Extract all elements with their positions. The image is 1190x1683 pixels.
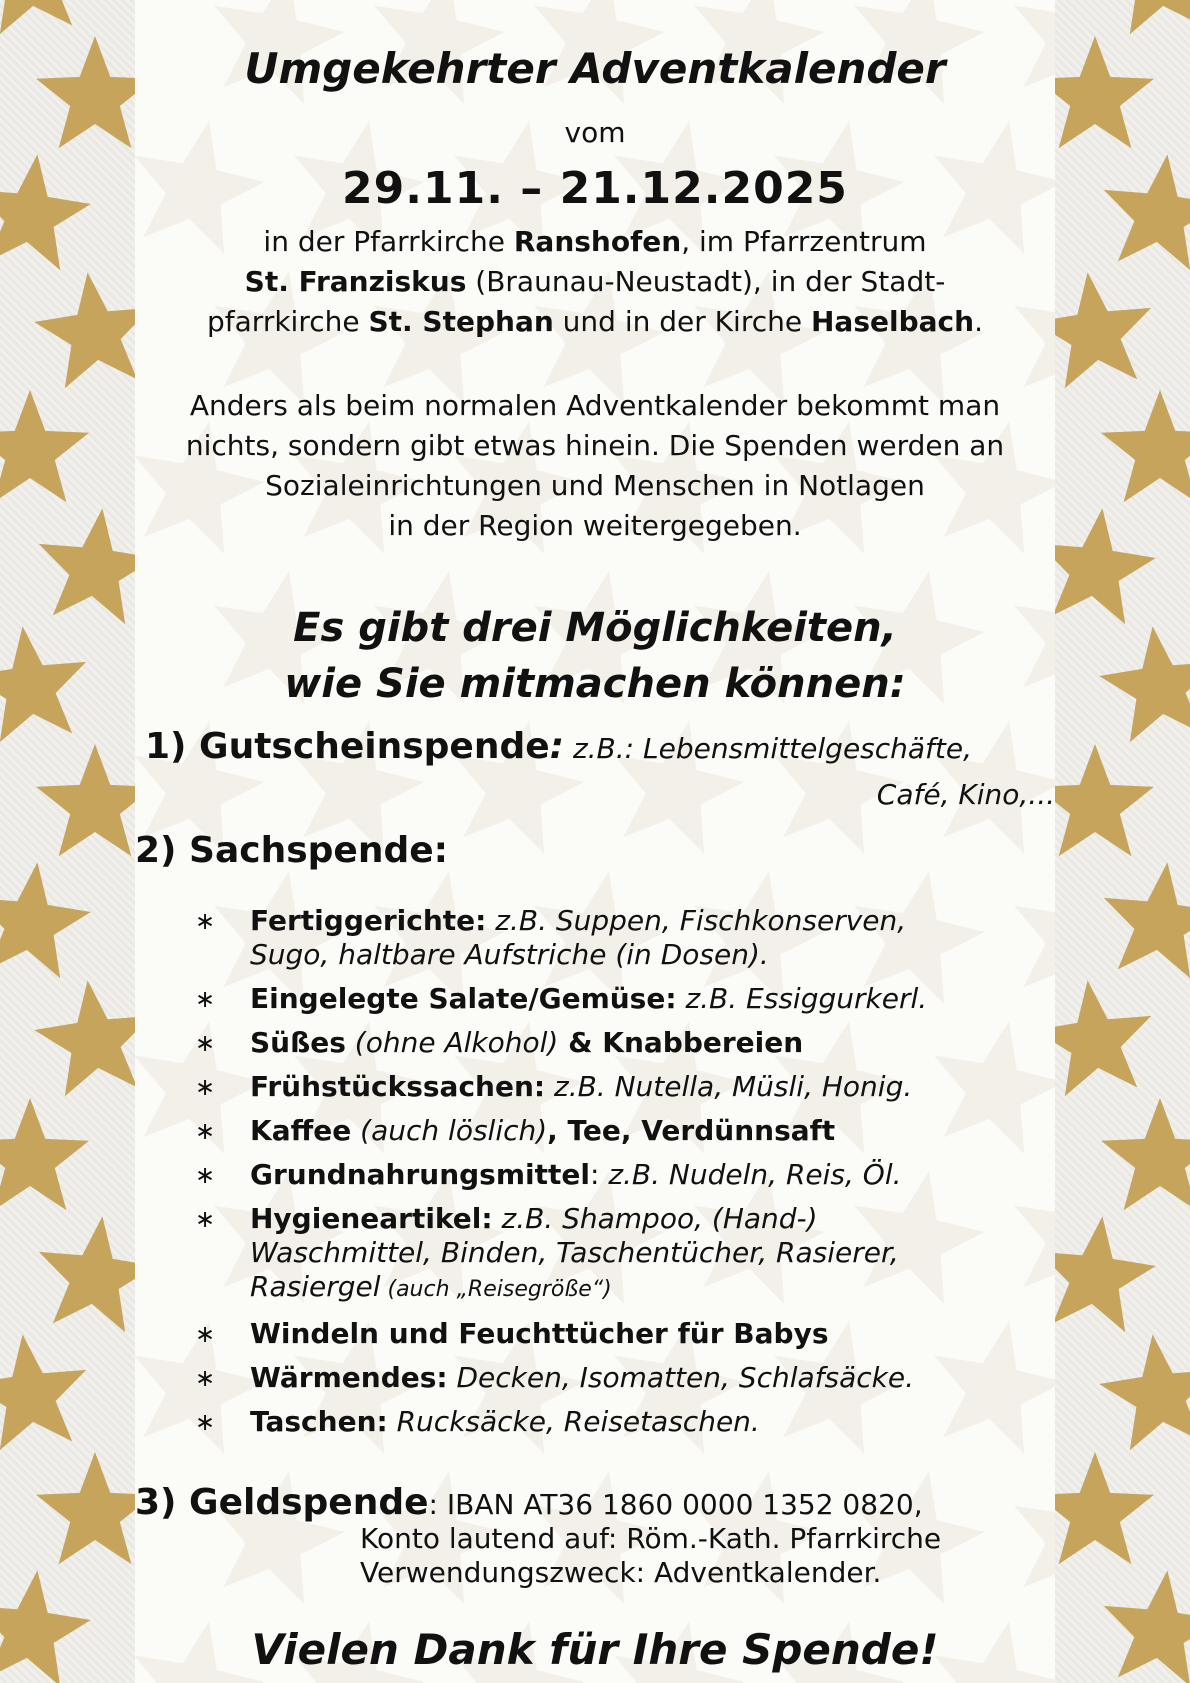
star-icon xyxy=(1104,154,1190,270)
list-item: ∗ Süßes (ohne Alkohol) & Knabbereien xyxy=(195,1026,804,1059)
star-icon xyxy=(39,508,135,624)
asterisk-bullet-icon: ∗ xyxy=(195,1117,216,1145)
asterisk-bullet-icon: ∗ xyxy=(195,1161,216,1189)
star-icon xyxy=(0,154,91,270)
star-icon xyxy=(0,390,89,502)
option-goods-label: 2) Sachspende: xyxy=(135,830,449,871)
option-voucher: 1) Gutscheinspende: z.B.: Lebensmittelgeschäfte, xyxy=(145,726,973,767)
option-money-label: 3) Geldspende xyxy=(135,1482,429,1523)
star-icon xyxy=(36,36,135,148)
asterisk-bullet-icon: ∗ xyxy=(195,1029,216,1057)
right-star-border xyxy=(1055,0,1190,1683)
list-item: ∗ Wärmendes: Decken, Isomatten, Schlafsäcke. xyxy=(195,1361,914,1394)
asterisk-bullet-icon: ∗ xyxy=(195,985,216,1013)
list-item: ∗ Eingelegte Salate/Gemüse: z.B. Essiggurkerl. xyxy=(195,982,928,1015)
star-icon xyxy=(1055,1216,1156,1332)
option-voucher-examples: z.B.: Lebensmittelgeschäfte, xyxy=(564,732,973,765)
star-icon xyxy=(0,626,86,742)
background-star-icon xyxy=(1014,1471,1055,1603)
list-item: ∗ Hygieneartikel: z.B. Shampoo, (Hand-) Waschmittel, Binden, Taschentücher, Rasierer, Rasiergel (auch „Reisegröße“) xyxy=(195,1202,899,1303)
star-icon xyxy=(39,1216,135,1332)
location-haselbach: Haselbach xyxy=(811,305,975,338)
asterisk-bullet-icon: ∗ xyxy=(195,1320,216,1348)
list-item: ∗ Taschen: Rucksäcke, Reisetaschen. xyxy=(195,1405,760,1438)
option-money xyxy=(135,1482,942,1590)
goods-list xyxy=(195,904,1055,1449)
asterisk-bullet-icon: ∗ xyxy=(195,907,216,935)
star-icon xyxy=(1055,272,1151,388)
star-icon xyxy=(0,862,91,978)
star-icon xyxy=(36,1452,135,1564)
star-icon xyxy=(1099,1334,1190,1450)
left-star-border xyxy=(0,0,135,1683)
star-icon xyxy=(1101,1098,1190,1210)
list-item: ∗ Fertiggerichte: z.B. Suppen, Fischkonserven, Sugo, haltbare Aufstriche (in Dosen). xyxy=(195,904,907,971)
asterisk-bullet-icon: ∗ xyxy=(195,1073,216,1101)
list-item: ∗ Grundnahrungsmittel: z.B. Nudeln, Reis, Öl. xyxy=(195,1158,902,1191)
account-holder: Konto lautend auf: Röm.-Kath. Pfarrkirche xyxy=(360,1522,942,1555)
asterisk-bullet-icon: ∗ xyxy=(195,1205,216,1233)
vom-label: vom xyxy=(564,116,626,149)
star-icon xyxy=(1101,390,1190,502)
star-icon xyxy=(34,272,135,388)
list-item: ∗ Windeln und Feuchttücher für Babys xyxy=(195,1317,829,1350)
star-icon xyxy=(0,0,86,34)
star-icon xyxy=(1055,1452,1154,1564)
star-icon xyxy=(1055,0,1190,1683)
star-icon xyxy=(0,0,135,1683)
location-st-franziskus: St. Franziskus xyxy=(244,265,467,298)
star-icon xyxy=(1104,862,1190,978)
option-voucher-label: 1) Gutscheinspende xyxy=(145,726,550,767)
star-icon xyxy=(1055,980,1151,1096)
date-range: 29.11. – 21.12.2025 xyxy=(342,163,848,214)
options-heading: Es gibt drei Möglichkeiten, wie Sie mitmachen können: xyxy=(284,605,906,707)
location-ranshofen: Ranshofen xyxy=(513,225,682,258)
star-icon xyxy=(1099,0,1190,34)
asterisk-bullet-icon: ∗ xyxy=(195,1408,216,1436)
option-voucher-examples-cont: Café, Kino,... xyxy=(876,778,1055,811)
list-item: ∗ Frühstückssachen: z.B. Nutella, Müsli, Honig. xyxy=(195,1070,913,1103)
star-icon xyxy=(0,1334,86,1450)
star-icon xyxy=(36,744,135,856)
asterisk-bullet-icon: ∗ xyxy=(195,1364,216,1392)
location-st-stephan: St. Stephan xyxy=(368,305,554,338)
iban: : IBAN AT36 1860 0000 1352 0820, xyxy=(428,1488,923,1521)
payment-reference: Verwendungszweck: Adventkalender. xyxy=(360,1556,882,1589)
star-icon xyxy=(34,980,135,1096)
locations-paragraph: in der Pfarrkirche Ranshofen, im Pfarrzentrum St. Franziskus (Braunau-Neustadt), in der Stadt- pfarrkirche St. Stephan und in der Kirche Haselbach. xyxy=(207,225,983,338)
thank-you-message: Vielen Dank für Ihre Spende! xyxy=(251,1625,939,1674)
star-icon xyxy=(1055,36,1154,148)
description-paragraph: Anders als beim normalen Adventkalender bekommt man nichts, sondern gibt etwas hinein. Die Spenden werden an Sozialeinrichtungen und Menschen in Notlagen in der Region weitergegeben. xyxy=(185,389,1005,542)
star-icon xyxy=(1055,508,1156,624)
list-item: ∗ Kaffee (auch löslich), Tee, Verdünnsaft xyxy=(195,1114,836,1147)
star-icon xyxy=(1104,1570,1190,1683)
star-icon xyxy=(0,1098,89,1210)
star-icon xyxy=(0,1570,91,1683)
star-icon xyxy=(1055,744,1154,856)
page-title: Umgekehrter Adventkalender xyxy=(244,44,946,93)
star-icon xyxy=(1099,626,1190,742)
flyer-panel xyxy=(135,0,1055,1683)
